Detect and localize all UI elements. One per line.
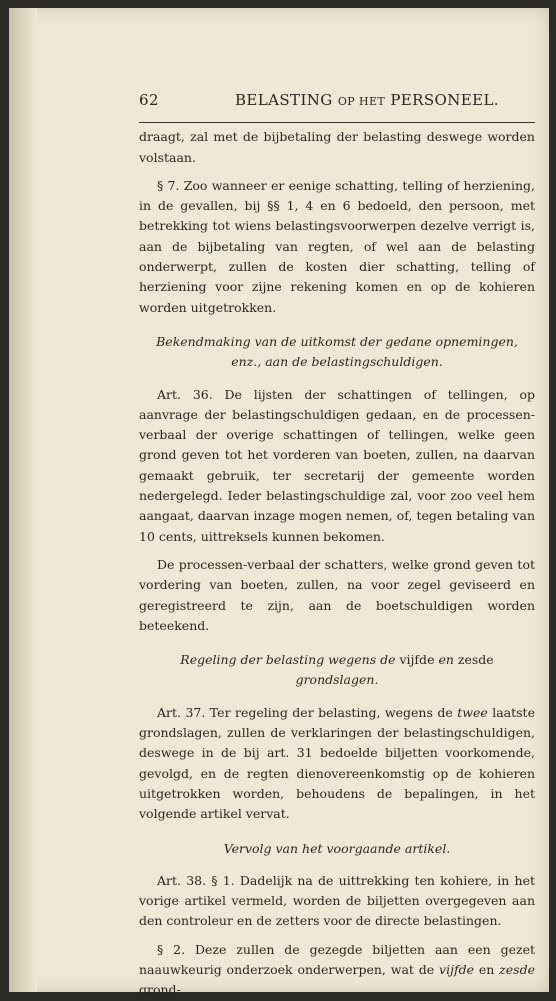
page-number: 62 <box>139 91 159 109</box>
paragraph-processen-verbaal: De processen-verbaal der schatters, welke grond geven tot vordering van boeten, zullen, na voor zegel geviseerd en geregistreerd te zijn, aan de boetschuldigen worden beteekend. <box>139 556 535 633</box>
book-page <box>9 8 549 998</box>
section-heading-regeling: Regeling der belasting wegens de vijfde en zesde grondslagen. <box>180 652 494 688</box>
running-header <box>139 90 535 112</box>
paragraph-section-2: § 2. Deze zullen de gezegde biljetten aan een gezet naauwkeurig onderzoek onderwerpen, wat de vijfde en zesde grond- <box>139 941 535 998</box>
paragraph-section-7: § 7. Zoo wanneer er eenige schatting, telling of herziening, in de gevallen, bij §§ 1, 4 en 6 bedoeld, den persoon, met betrekking tot wiens belastingsvoorwerpen dezelve verrigt is, aan de bijbetaling van regten, of wel aan de belasting onderwerpt, zullen de kosten dier schatting, telling of herziening voor zijne rekening komen en op de kohieren worden uitgetrokken. <box>139 177 535 315</box>
section-heading-bekendmaking: Bekendmaking van de uitkomst der gedane opnemingen, enz., aan de belastingschuldigen. <box>156 333 518 370</box>
paragraph-art-38: Art. 38. § 1. Dadelijk na de uittrekking ten kohiere, in het vorige artikel vermeld, worden de biljetten overgegeven aan den controleur en de zetters voor de directe belastingen. <box>139 872 535 929</box>
running-title: BELASTING OP HET PERSONEEL. <box>235 91 499 109</box>
section-heading-vervolg: Vervolg van het voorgaande artikel. <box>223 840 451 856</box>
paragraph-continuation: draagt, zal met de bijbetaling der belasting deswege worden volstaan. <box>139 129 535 165</box>
header-rule <box>139 122 535 123</box>
page-spine-shadow <box>9 8 37 992</box>
page-text-block <box>139 90 535 1001</box>
paragraph-art-37: Art. 37. Ter regeling der belasting, wegens de twee laatste grondslagen, zullen de verklaringen der belastingschuldigen, deswege in de bij art. 31 bedoelde biljetten voorkomende, gevolgd, en de regten dienovereenkomstig op de kohieren uitgetrokken worden, behoudens de bepalingen, in het volgende artikel vervat. <box>139 704 535 822</box>
paragraph-art-36: Art. 36. De lijsten der schattingen of tellingen, op aanvrage der belastingschuldigen gedaan, en de processen-verbaal der overige schattingen of tellingen, welke geen grond geven tot het vorderen van boeten, zullen, na daarvan gemaakt gebruik, ter secretarij der gemeente worden nedergelegd. Ieder belastingschuldige zal, voor zoo veel hem aangaat, daarvan inzage mogen nemen, of, tegen betaling van 10 cents, uittreksels kunnen bekomen. <box>139 386 535 544</box>
